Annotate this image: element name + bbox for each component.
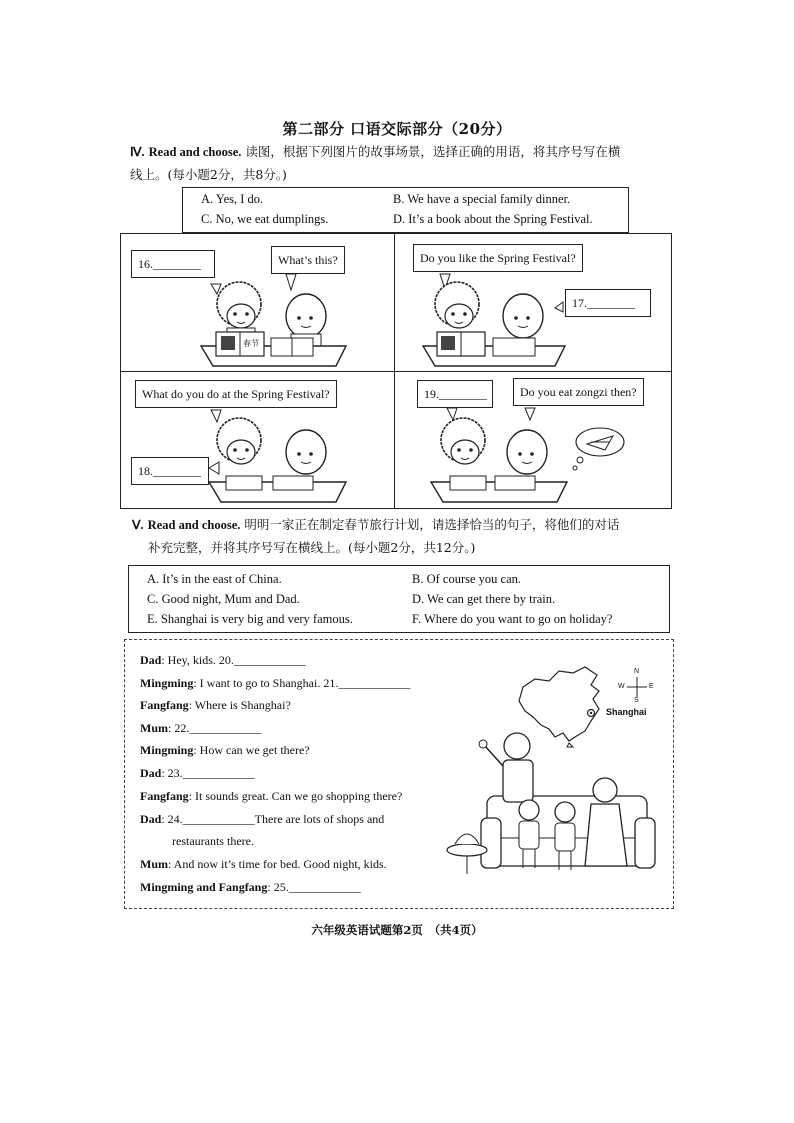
- compass-s: S: [634, 697, 639, 704]
- section4-options-box: [182, 187, 629, 233]
- girl-figure-icon: [519, 800, 539, 820]
- option-b: B. We have a special family dinner.: [393, 192, 571, 206]
- option-e: E. Shanghai is very big and very famous.: [147, 612, 353, 626]
- option-d: D. We can get there by train.: [412, 592, 556, 606]
- panel-4-blank: 19.________: [417, 380, 493, 408]
- dialogue-line-9: Mum: And now it’s time for bed. Good night, kids.: [140, 857, 387, 871]
- option-f: F. Where do you want to go on holiday?: [412, 612, 613, 626]
- section5-options-box: [128, 565, 670, 633]
- panel-3-blank: 18.________: [131, 457, 209, 485]
- dialogue-line-8: Dad: 24.____________There are lots of shops and: [140, 812, 385, 826]
- book-text: 春节: [243, 339, 259, 348]
- section5-heading: [132, 514, 619, 536]
- section5-label: Read and choose.: [147, 518, 241, 532]
- panel-2-bubble: Do you like the Spring Festival?: [413, 244, 583, 272]
- compass-w: W: [618, 683, 625, 690]
- dialogue-line-3: Fangfang: Where is Shanghai?: [140, 698, 291, 712]
- dialogue-line-4: Mum: 22.____________: [140, 721, 262, 735]
- dialogue-line-1: Dad: Hey, kids. 20.____________: [140, 653, 306, 667]
- part-title: 第二部分 口语交际部分（20分）: [282, 120, 512, 138]
- dialogue-line-6: Dad: 23.____________: [140, 766, 255, 780]
- option-c: C. Good night, Mum and Dad.: [147, 592, 300, 606]
- dialogue-line-5: Mingming: How can we get there?: [140, 743, 310, 757]
- option-a: A. It’s in the east of China.: [147, 572, 282, 586]
- popcorn-icon: [455, 834, 479, 844]
- comic-panel-4: [395, 372, 668, 509]
- table-icon: [447, 844, 487, 856]
- section5-instruction: 明明一家正在制定春节旅行计划，请选择恰当的句子，将他们的对话: [244, 517, 620, 532]
- page-footer: 六年级英语试题第2页 （共4页）: [311, 923, 483, 937]
- section4-number: Ⅳ.: [130, 145, 145, 159]
- boy-figure-icon: [555, 802, 575, 822]
- family-illustration: [445, 728, 655, 888]
- section4-instruction-cont: 线上。(每小题2分，共8分。): [130, 167, 287, 182]
- dad-figure-icon: [504, 733, 530, 759]
- map-label: Shanghai: [606, 707, 647, 717]
- panel-4-bubble: Do you eat zongzi then?: [513, 378, 644, 406]
- dialogue-line-2: Mingming: I want to go to Shanghai. 21.____________: [140, 676, 411, 690]
- panel-1-blank: 16.________: [131, 250, 215, 278]
- compass-e: E: [649, 683, 654, 690]
- compass-n: N: [634, 668, 640, 675]
- option-c: C. No, we eat dumplings.: [201, 212, 329, 226]
- dialogue-line-7: Fangfang: It sounds great. Can we go shopping there?: [140, 789, 403, 803]
- section4-label: Read and choose.: [148, 145, 242, 159]
- option-b: B. Of course you can.: [412, 572, 521, 586]
- section5-instruction-cont: 补充完整，并将其序号写在横线上。(每小题2分，共12分。): [148, 540, 476, 555]
- panel-3-bubble: What do you do at the Spring Festival?: [135, 380, 337, 408]
- panel-1-bubble: What’s this?: [271, 246, 345, 274]
- comic-grid: [120, 233, 672, 509]
- dialogue-line-10: Mingming and Fangfang: 25.____________: [140, 880, 361, 894]
- panel-2-blank: 17.________: [565, 289, 651, 317]
- comic-panel-3: [121, 372, 394, 509]
- dialogue-line-8-cont: restaurants there.: [172, 834, 254, 848]
- comic-panel-2: [395, 234, 668, 371]
- option-d: D. It’s a book about the Spring Festival.: [393, 212, 593, 226]
- comic-panel-1: [121, 234, 394, 371]
- mum-figure-icon: [593, 778, 617, 802]
- option-a: A. Yes, I do.: [201, 192, 264, 206]
- section5-number: Ⅴ.: [132, 518, 144, 532]
- section4-instruction: 读图，根据下列图片的故事场景，选择正确的用语，将其序号写在横: [245, 144, 621, 159]
- section4-heading: [130, 141, 620, 163]
